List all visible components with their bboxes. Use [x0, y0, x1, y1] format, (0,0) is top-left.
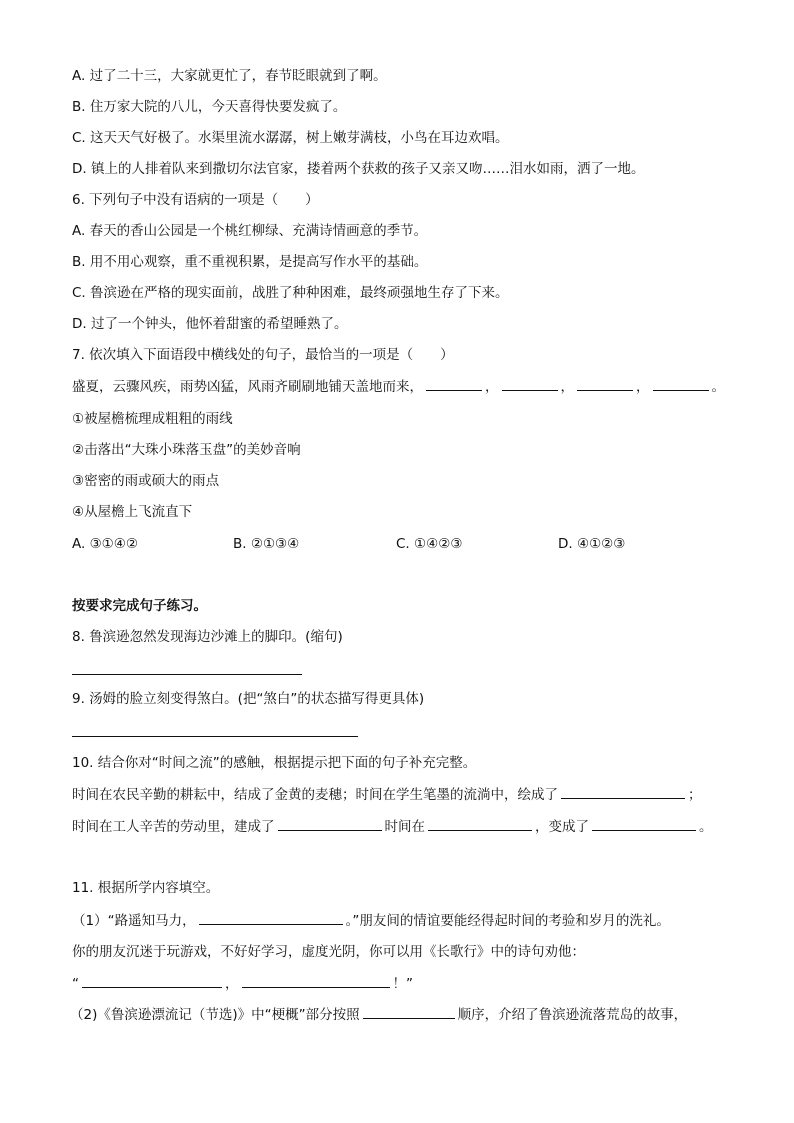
q7-item-3: ③密密的雨或硕大的雨点 [72, 473, 220, 489]
q7-option-c: C. ①④②③ [396, 536, 463, 552]
q11-part1 [72, 911, 670, 930]
q6-option-b: B. 用不用心观察，重不重视积累，是提高写作水平的基础。 [72, 254, 428, 270]
q7-passage [72, 377, 725, 396]
q11-quote-close: ！” [392, 976, 413, 992]
q10-line-2 [72, 817, 713, 836]
q9-answer-line[interactable] [72, 736, 358, 737]
q7-blank-2[interactable] [502, 377, 558, 391]
q11-part1-b: 。”朋友间的情谊要能经得起时间的考验和岁月的洗礼。 [345, 913, 670, 929]
q8-stem: 8. 鲁滨逊忽然发现海边沙滩上的脚印。(缩句) [72, 629, 343, 645]
q6-option-c: C. 鲁滨逊在严格的现实面前，战胜了种种困难，最终顽强地生存了下来。 [72, 285, 509, 301]
q7-item-1: ①被屋檐梳理成粗粗的雨线 [72, 411, 233, 427]
q10-line-2-end: 。 [699, 819, 713, 835]
q11-blank-2[interactable] [82, 974, 222, 988]
q11-part2-a: （2)《鲁滨逊漂流记（节选)》中“梗概”部分按照 [70, 1007, 360, 1023]
q7-sep-1: ， [485, 379, 499, 395]
q10-blank-1[interactable] [561, 785, 685, 799]
q6-stem: 6. 下列句子中没有语病的一项是（ ） [72, 192, 319, 208]
q5-option-c: C. 这天天气好极了。水渠里流水潺潺，树上嫩芽满枝，小鸟在耳边欢唱。 [72, 130, 509, 146]
q11-stem: 11. 根据所学内容填空。 [72, 880, 220, 896]
q6-option-a: A. 春天的香山公园是一个桃红柳绿、充满诗情画意的季节。 [72, 223, 428, 239]
q7-option-a: A. ③①④② [72, 536, 138, 552]
q11-blank-4[interactable] [363, 1005, 455, 1019]
q7-blank-4[interactable] [653, 377, 709, 391]
q7-option-b: B. ②①③④ [233, 536, 300, 552]
q11-part1-a: （1）“路遥知马力， [72, 913, 196, 929]
q11-blank-3[interactable] [242, 974, 390, 988]
q7-option-d: D. ④①②③ [558, 536, 626, 552]
q11-part1-prompt: 你的朋友沉迷于玩游戏，不好好学习，虚度光阴，你可以用《长歌行》中的诗句劝他： [72, 944, 585, 960]
q7-sep-3: ， [636, 379, 650, 395]
q7-blank-1[interactable] [426, 377, 482, 391]
q9-stem: 9. 汤姆的脸立刻变得煞白。(把“煞白”的状态描写得更具体) [72, 691, 425, 707]
q10-line-1 [72, 785, 702, 804]
q10-line-1-text: 时间在农民辛勤的耕耘中，结成了金黄的麦穗；时间在学生笔墨的流淌中，绘成了 [72, 787, 558, 803]
q7-end: 。 [711, 379, 725, 395]
q11-part2 [70, 1005, 687, 1024]
q11-part1-quote [72, 974, 413, 993]
q8-answer-line[interactable] [72, 674, 302, 675]
q11-blank-1[interactable] [199, 911, 343, 925]
q10-blank-2[interactable] [278, 817, 382, 831]
q10-blank-4[interactable] [592, 817, 696, 831]
q7-item-4: ④从屋檐上飞流直下 [72, 504, 193, 520]
q7-item-2: ②击落出“大珠小珠落玉盘”的美妙音响 [72, 442, 301, 458]
q10-blank-3[interactable] [428, 817, 532, 831]
q7-sep-2: ， [560, 379, 574, 395]
q5-option-b: B. 住万家大院的八儿，今天喜得快要发疯了。 [72, 99, 347, 115]
q11-quote-sep: ， [225, 976, 239, 992]
q7-blank-3[interactable] [577, 377, 633, 391]
q7-passage-head: 盛夏，云骤风疾，雨势凶猛，风雨齐刷刷地铺天盖地而来， [72, 379, 423, 395]
q5-option-a: A. 过了二十三，大家就更忙了，春节眨眼就到了啊。 [72, 68, 387, 84]
q11-part2-b: 顺序，介绍了鲁滨逊流落荒岛的故事， [457, 1007, 688, 1023]
q10-line-2-a: 时间在工人辛苦的劳动里，建成了 [72, 819, 275, 835]
q7-stem: 7. 依次填入下面语段中横线处的句子，最恰当的一项是（ ） [72, 347, 454, 363]
q5-option-d: D. 镇上的人排着队来到撒切尔法官家，搂着两个获救的孩子又亲又吻……泪水如雨，洒了一地。 [72, 161, 645, 177]
q10-stem: 10. 结合你对“时间之流”的感触，根据提示把下面的句子补充完整。 [72, 755, 477, 771]
q6-option-d: D. 过了一个钟头，他怀着甜蜜的希望睡熟了。 [72, 316, 348, 332]
q10-line-1-end: ； [688, 787, 702, 803]
section-title: 按要求完成句子练习。 [72, 598, 207, 614]
q11-quote-open: “ [72, 976, 79, 992]
q10-line-2-c: ，变成了 [535, 819, 589, 835]
q10-line-2-b: 时间在 [384, 819, 425, 835]
